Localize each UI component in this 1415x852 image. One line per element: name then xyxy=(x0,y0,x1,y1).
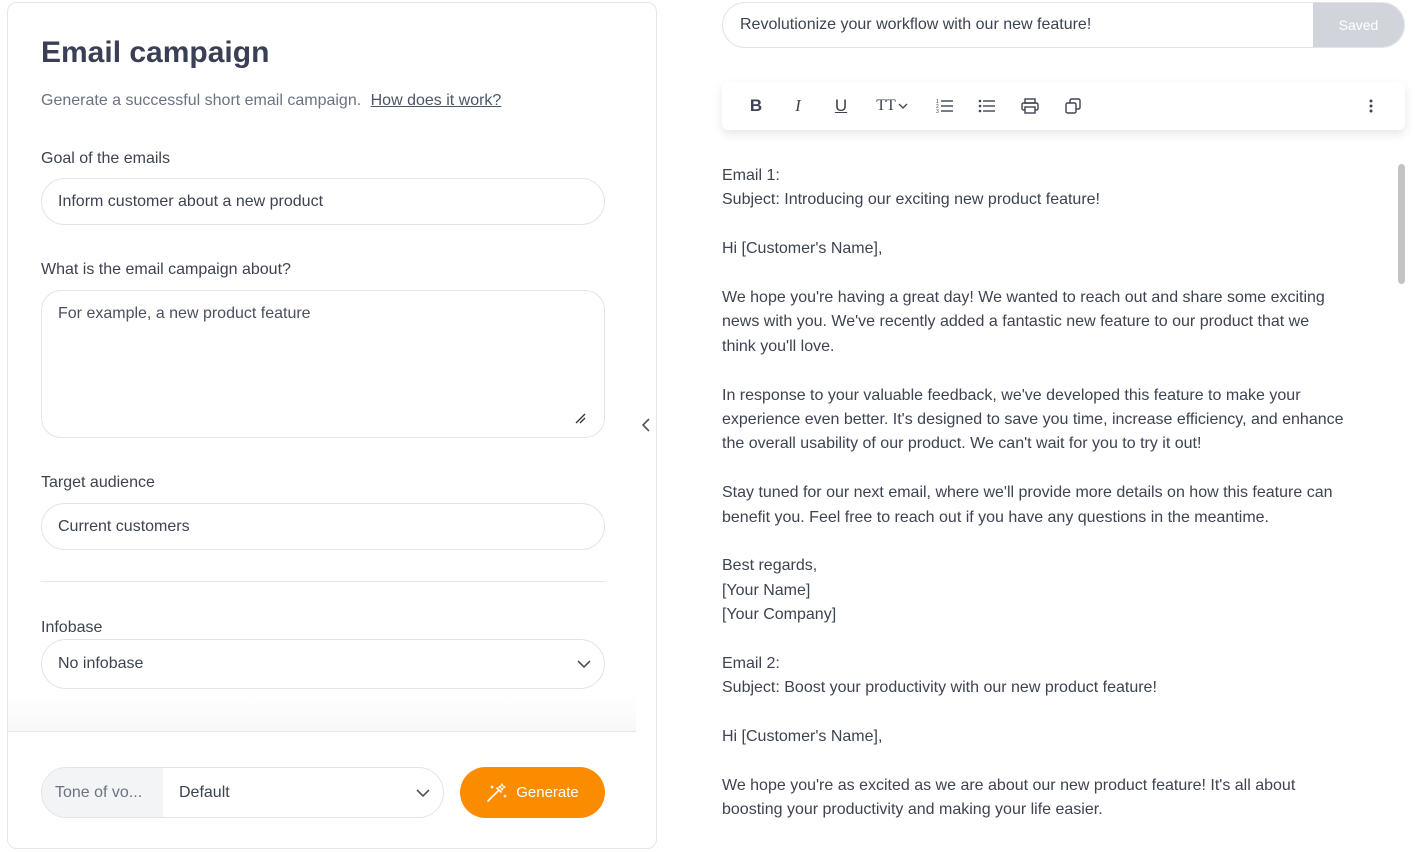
italic-button[interactable]: I xyxy=(795,96,801,115)
copy-button[interactable] xyxy=(1062,96,1084,116)
editor-line xyxy=(722,701,1398,725)
ordered-list-icon xyxy=(936,98,954,114)
editor-line xyxy=(722,628,1398,652)
magic-wand-icon xyxy=(486,783,508,803)
infobase-label: Infobase xyxy=(41,619,103,636)
more-options-button[interactable] xyxy=(1360,96,1382,116)
print-button[interactable] xyxy=(1019,96,1041,116)
goal-input-value: Inform customer about a new product xyxy=(58,192,324,210)
resize-handle-icon[interactable] xyxy=(574,412,586,424)
editor-line: Hi [Customer's Name], xyxy=(722,728,883,746)
chevron-down-icon xyxy=(898,101,908,111)
editor-line xyxy=(722,262,1398,286)
editor-line xyxy=(722,457,1398,481)
editor-line xyxy=(722,359,1398,383)
about-textarea[interactable] xyxy=(41,290,605,438)
editor-line: We hope you're as excited as we are about our new product feature! It's all about xyxy=(722,777,1296,795)
editor-line: boosting your productivity and making your life easier. xyxy=(722,801,1103,819)
goal-input[interactable] xyxy=(41,178,605,225)
svg-text:3: 3 xyxy=(936,109,939,114)
subject-input[interactable] xyxy=(723,3,1313,47)
page-subtitle xyxy=(41,92,501,110)
infobase-select-value: No infobase xyxy=(58,655,144,672)
editor-line: news with you. We've recently added a fantastic new feature to our product that we xyxy=(722,313,1310,331)
generate-button[interactable] xyxy=(460,767,605,818)
text-size-label: TT xyxy=(876,97,896,114)
audience-label: Target audience xyxy=(41,474,155,491)
editor-line: think you'll love. xyxy=(722,337,835,355)
chevron-down-icon xyxy=(415,785,431,801)
campaign-form-panel xyxy=(7,2,657,849)
tone-value-text: Default xyxy=(179,783,230,801)
subject-bar xyxy=(722,2,1405,48)
kebab-menu-icon xyxy=(1368,98,1374,114)
print-icon xyxy=(1021,98,1039,114)
bullet-list-icon xyxy=(978,98,996,114)
audience-input-value: Current customers xyxy=(58,517,190,535)
underline-button[interactable]: U xyxy=(834,96,848,115)
tone-label: Tone of vo... xyxy=(42,768,163,817)
editor-line: [Your Company] xyxy=(722,606,837,624)
editor-line: We hope you're having a great day! We wanted to reach out and share some exciting xyxy=(722,289,1325,306)
bullet-list-button[interactable] xyxy=(976,96,998,116)
text-size-button[interactable] xyxy=(873,96,911,116)
editor-toolbar xyxy=(722,82,1405,130)
editor-line xyxy=(722,530,1398,554)
email-output-editor[interactable] xyxy=(722,164,1398,823)
subject-input-value: Revolutionize your workflow with our new feature! xyxy=(740,16,1092,33)
editor-scrollbar[interactable] xyxy=(1398,164,1405,284)
about-label: What is the email campaign about? xyxy=(41,261,291,278)
copy-icon xyxy=(1065,98,1081,114)
ordered-list-button[interactable] xyxy=(934,96,956,116)
editor-line: Hi [Customer's Name], xyxy=(722,240,883,258)
svg-text:2: 2 xyxy=(936,104,939,110)
form-footer xyxy=(8,731,636,849)
editor-line: Email 1: xyxy=(722,167,780,184)
editor-line: [Your Name] xyxy=(722,581,811,599)
tone-select[interactable] xyxy=(41,767,444,818)
goal-label: Goal of the emails xyxy=(41,150,170,167)
editor-line: the overall usability of our product. We can't wait for you to try it out! xyxy=(722,435,1202,453)
page-title: Email campaign xyxy=(41,36,270,69)
infobase-select[interactable] xyxy=(41,639,605,689)
editor-line: Subject: Introducing our exciting new product feature! xyxy=(722,191,1100,209)
editor-line: benefit you. Feel free to reach out if you have any questions in the meantime. xyxy=(722,508,1269,526)
editor-line: Email 2: xyxy=(722,655,780,673)
editor-line: Stay tuned for our next email, where we'll provide more details on how this feature can xyxy=(722,484,1333,502)
how-it-works-link[interactable]: How does it work? xyxy=(370,92,502,109)
tone-value xyxy=(163,768,443,817)
editor-line xyxy=(722,213,1398,237)
scroll-fade xyxy=(8,693,636,731)
bold-button[interactable]: B xyxy=(749,96,763,115)
editor-line xyxy=(722,750,1398,774)
form-divider xyxy=(41,581,605,582)
editor-line: In response to your valuable feedback, we've developed this feature to make your xyxy=(722,386,1301,404)
audience-input[interactable] xyxy=(41,503,605,550)
generate-label: Generate xyxy=(516,784,579,801)
saved-button[interactable]: Saved xyxy=(1313,3,1404,47)
subtitle-text: Generate a successful short email campaign. xyxy=(41,92,362,109)
editor-line: experience even better. It's designed to save you time, increase efficiency, and enhance xyxy=(722,411,1344,429)
editor-line: Best regards, xyxy=(722,557,818,575)
editor-line: Subject: Boost your productivity with our new product feature! xyxy=(722,679,1157,697)
collapse-panel-chevron-left-icon[interactable] xyxy=(638,416,654,434)
chevron-down-icon xyxy=(576,656,592,672)
about-placeholder: For example, a new product feature xyxy=(58,305,311,322)
svg-text:1: 1 xyxy=(936,99,939,105)
